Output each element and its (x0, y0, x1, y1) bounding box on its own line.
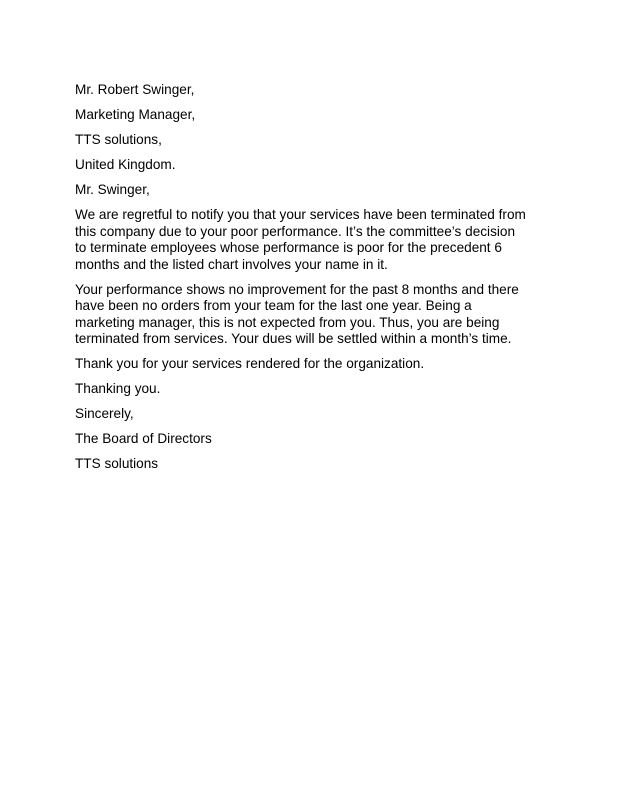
recipient-title: Marketing Manager, (75, 107, 196, 122)
signature-company: TTS solutions (75, 456, 159, 471)
salutation: Mr. Swinger, (75, 182, 150, 197)
paragraph-line: Your performance shows no improvement for the past 8 months and there (75, 281, 519, 297)
recipient-company: TTS solutions, (75, 132, 162, 147)
recipient-name: Mr. Robert Swinger, (75, 82, 195, 97)
paragraph-line: months and the listed chart involves your name in it. (75, 256, 388, 272)
paragraph-performance (75, 282, 565, 348)
paragraph-line: terminated from services. Your dues will be settled within a month’s time. (75, 331, 512, 346)
paragraph-thank-you: Thank you for your services rendered for the organization. (75, 356, 425, 371)
paragraph-line: have been no orders from your team for the last one year. Being a (75, 298, 472, 313)
letter-body (75, 82, 565, 481)
signature-name: The Board of Directors (75, 431, 212, 446)
paragraph-line: We are regretful to notify you that your services have been terminated from (75, 207, 526, 222)
recipient-country: United Kingdom. (75, 157, 176, 172)
paragraph-line: this company due to your poor performance. It’s the committee’s decision (75, 223, 516, 239)
thanks-line: Thanking you. (75, 381, 161, 396)
paragraph-termination-notice (75, 207, 565, 273)
closing-line: Sincerely, (75, 406, 134, 421)
paragraph-line: to terminate employees whose performance is poor for the precedent 6 (75, 240, 502, 255)
paragraph-line: marketing manager, this is not expected from you. Thus, you are being (75, 314, 500, 330)
